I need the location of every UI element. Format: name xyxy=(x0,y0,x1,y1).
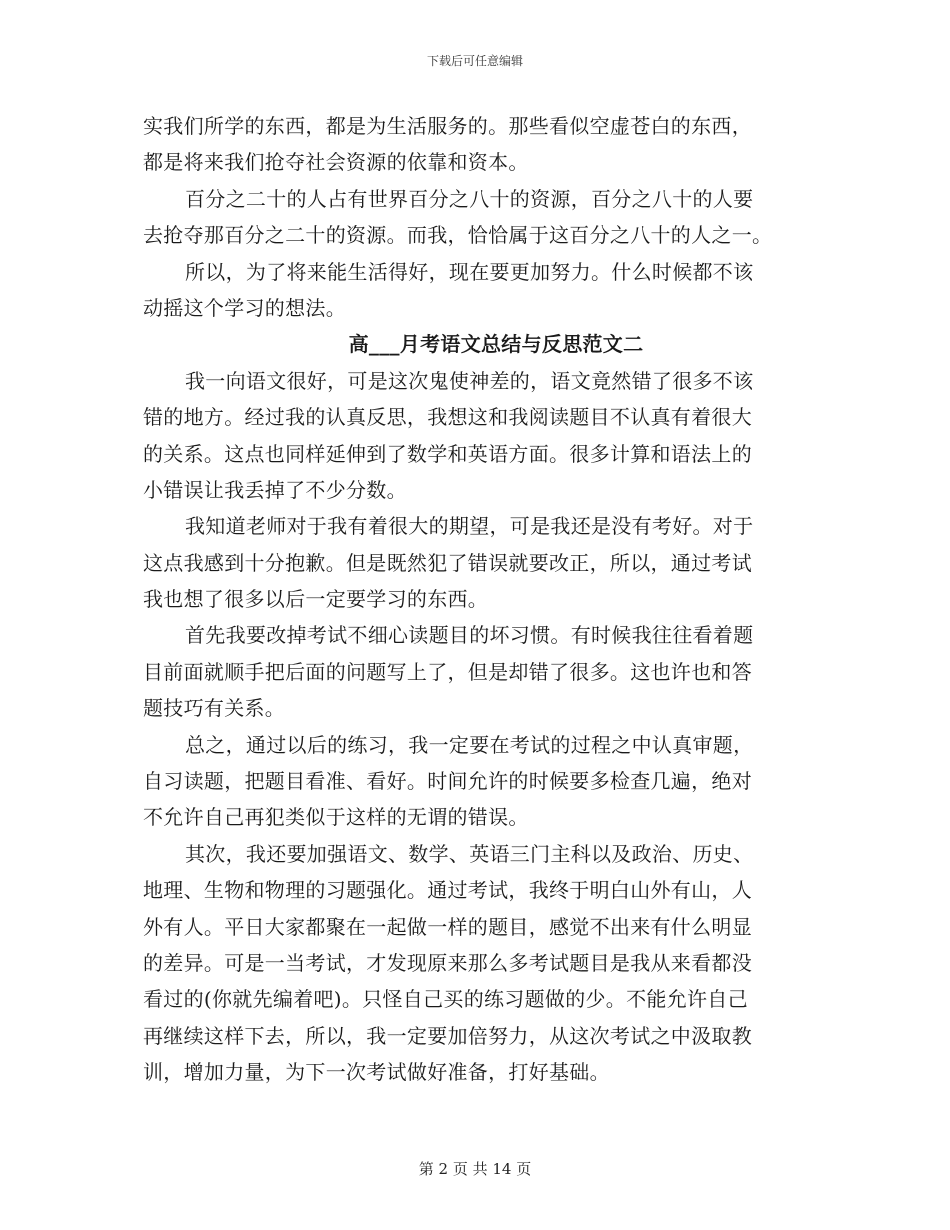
page-footer: 第 2 页 共 14 页 xyxy=(418,1160,532,1178)
text-line: 百分之二十的人占有世界百分之八十的资源，百分之八十的人要 xyxy=(185,186,754,211)
text-line: 题技巧有关系。 xyxy=(143,696,286,721)
text-line: 我知道老师对于我有着很大的期望，可是我还是没有考好。对于 xyxy=(185,514,754,539)
text-line: 自习读题，把题目看准、看好。时间允许的时候要多检查几遍，绝对 xyxy=(143,769,752,794)
text-line: 实我们所学的东西，都是为生活服务的。那些看似空虚苍白的东西， xyxy=(143,114,752,138)
text-line: 这点我感到十分抱歉。但是既然犯了错误就要改正，所以，通过考试 xyxy=(143,550,752,575)
text-line: 的关系。这点也同样延伸到了数学和英语方面。很多计算和语法上的 xyxy=(143,441,752,466)
text-line: 总之，通过以后的练习，我一定要在考试的过程之中认真审题， xyxy=(185,732,754,757)
text-line: 去抢夺那百分之二十的资源。而我，恰恰属于这百分之八十的人之一。 xyxy=(143,223,773,248)
text-line: 目前面就顺手把后面的问题写上了，但是却错了很多。这也许也和答 xyxy=(143,659,752,684)
text-line: 再继续这样下去，所以，我一定要加倍努力，从这次考试之中汲取教 xyxy=(143,1023,752,1048)
text-line: 都是将来我们抢夺社会资源的依靠和资本。 xyxy=(143,150,529,175)
text-line: 动摇这个学习的想法。 xyxy=(143,295,346,320)
text-line: 其次，我还要加强语文、数学、英语三门主科以及政治、历史、 xyxy=(185,841,754,866)
document-body xyxy=(143,108,807,1091)
text-line: 不允许自己再犯类似于这样的无谓的错误。 xyxy=(143,805,529,830)
text-line: 小错误让我丢掉了不少分数。 xyxy=(143,477,407,502)
text-line: 的差异。可是一当考试，才发现原来那么多考试题目是我从来看都没 xyxy=(143,950,752,975)
text-line: 首先我要改掉考试不细心读题目的坏习惯。有时候我往往看着题 xyxy=(185,623,754,648)
text-line: 我也想了很多以后一定要学习的东西。 xyxy=(143,587,489,612)
text-line: 外有人。平日大家都聚在一起做一样的题目，感觉不出来有什么明显 xyxy=(143,914,752,939)
section-heading: 高___月考语文总结与反思范文二 xyxy=(348,332,644,357)
page-header: 下载后可任意编辑 xyxy=(426,54,523,68)
text-line: 我一向语文很好，可是这次鬼使神差的，语文竟然错了很多不该 xyxy=(185,368,754,393)
text-line: 训，增加力量，为下一次考试做好准备，打好基础。 xyxy=(143,1060,610,1085)
text-line: 所以，为了将来能生活得好，现在要更加努力。什么时候都不该 xyxy=(185,259,754,284)
text-line: 看过的(你就先编着吧)。只怪自己买的练习题做的少。不能允许自己 xyxy=(143,987,748,1012)
text-line: 地理、生物和物理的习题强化。通过考试，我终于明白山外有山，人 xyxy=(143,878,752,903)
text-line: 错的地方。经过我的认真反思，我想这和我阅读题目不认真有着很大 xyxy=(143,405,752,430)
